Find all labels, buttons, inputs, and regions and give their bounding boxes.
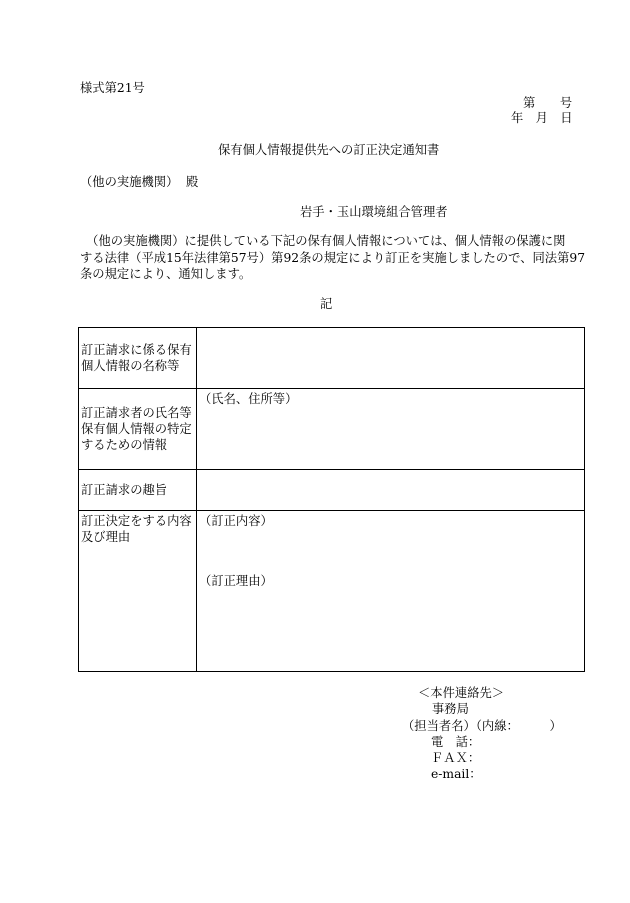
label-cell-request-purpose [79,470,197,511]
label-line: 個人情報の名称等 [81,359,180,373]
label-line: するための情報 [81,438,168,452]
body-line-3: 条の規定により、通知します。 [80,267,252,281]
addressee-name: （他の実施機関） [80,175,179,189]
name-address-note: （氏名、住所等） [199,392,298,406]
body-line-1: （他の実施機関）に提供している下記の保有個人情報については、個人情報の保護に関 [80,234,566,248]
table-row-requester-info [79,389,585,470]
body-line-2: する法律（平成15年法律第57号）第92条の規定により訂正を実施しましたので、同法第97 [80,251,586,265]
correction-details-table [78,327,585,672]
contact-phone-label: 電 話： [431,735,481,749]
contact-heading: ＜本件連絡先＞ [418,686,505,700]
label-line: 訂正請求者の氏名等 [81,406,192,420]
contact-fax-label: ＦＡＸ： [431,751,481,765]
contact-office: 事務局 [432,702,469,716]
correction-content-note: （訂正内容） [199,514,273,528]
content-cell-decision-content-reason [197,511,585,672]
label-line: 保有個人情報の特定 [81,422,192,436]
contact-person-extension: （担当者名）（内線： ） [402,719,562,733]
form-number: 様式第21号 [80,81,145,95]
label-line: 訂正請求の趣旨 [81,483,168,497]
table-row-request-purpose [79,470,585,511]
sender-name: 岩手・玉山環境組合管理者 [300,205,448,219]
contact-email-label: e-mail： [431,767,482,781]
addressee-honorific: 殿 [186,175,199,189]
ki-heading: 記 [320,297,333,311]
label-cell-decision-content-reason [79,511,197,672]
label-cell-request-info-name [79,328,197,389]
content-cell-requester-info [197,389,585,470]
label-line: 訂正決定をする内容 [81,514,192,528]
label-line: 訂正請求に係る保有 [81,343,192,357]
label-line: 及び理由 [81,530,131,544]
table-row-decision-content-reason [79,511,585,672]
document-date: 年 月 日 [511,111,573,125]
label-cell-requester-info [79,389,197,470]
correction-reason-note: （訂正理由） [199,574,273,588]
content-cell-request-info-name [197,328,585,389]
document-number: 第 号 [523,96,573,110]
table-row-request-info-name [79,328,585,389]
content-cell-request-purpose [197,470,585,511]
document-title: 保有個人情報提供先への訂正決定通知書 [218,143,440,157]
